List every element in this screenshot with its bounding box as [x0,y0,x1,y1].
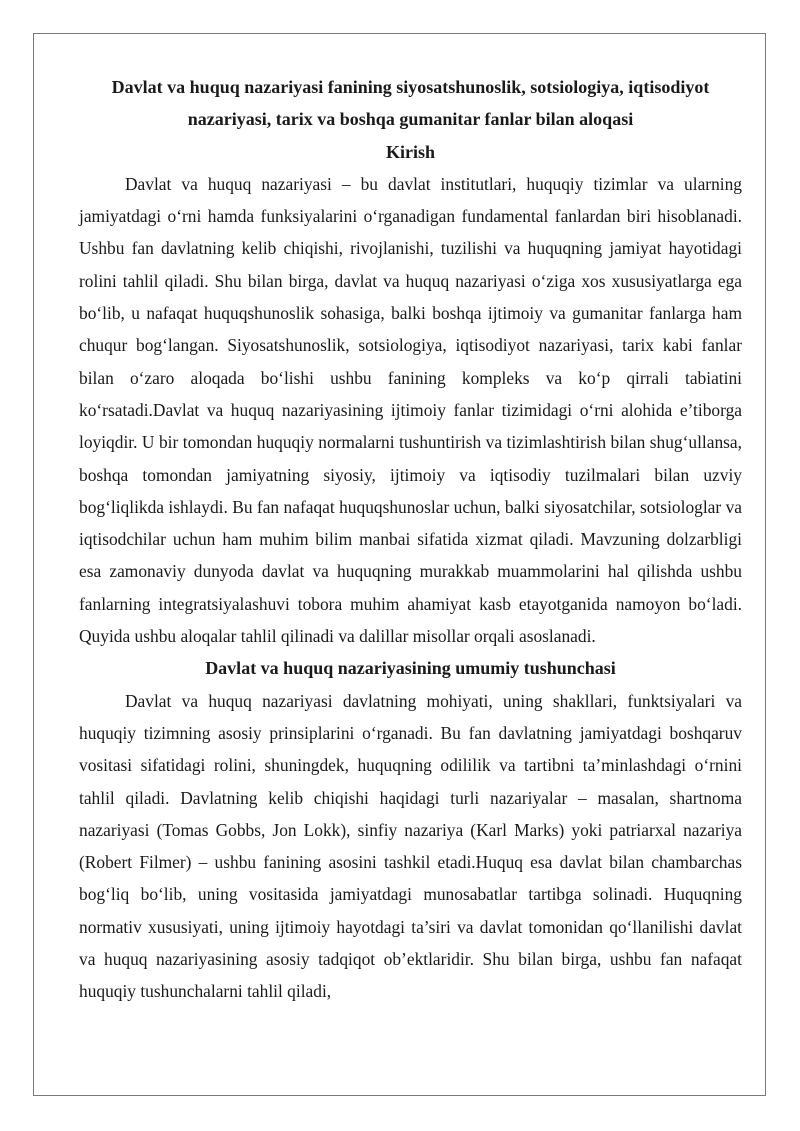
section-paragraph-intro: Davlat va huquq nazariyasi – bu davlat institutlari, huquqiy tizimlar va ularning jamiyatdagi o‘rni hamda funksiyalarini o‘rganadigan fundamental fanlardan biri hisoblanadi. Ushbu fan davlatning kelib chiqishi, rivojlanishi, tuzilishi va huquqning jamiyat hayotidagi rolini tahlil qiladi. Shu bilan birga, davlat va huquq nazariyasi o‘ziga xos xususiyatlarga ega bo‘lib, u nafaqat huquqshunoslik sohasiga, balki boshqa ijtimoiy va gumanitar fanlarga ham chuqur bog‘langan. Siyosatshunoslik, sotsiologiya, iqtisodiyot nazariyasi, tarix kabi fanlar bilan o‘zaro aloqada bo‘lishi ushbu fanining kompleks va ko‘p qirrali tabiatini ko‘rsatadi.Davlat va huquq nazariyasining ijtimoiy fanlar tizimidagi o‘rni alohida e’tiborga loyiqdir. U bir tomondan huquqiy normalarni tushuntirish va tizimlashtirish bilan shug‘ullansa, boshqa tomondan jamiyatning siyosiy, ijtimoiy va iqtisodiy tuzilmalari bilan uzviy bog‘liqlikda ishlaydi. Bu fan nafaqat huquqshunoslar uchun, balki siyosatchilar, sotsiologlar va iqtisodchilar uchun ham muhim bilim manbai sifatida xizmat qiladi. Mavzuning dolzarbligi esa zamonaviy dunyoda davlat va huquqning murakkab muammolarini hal qilishda ushbu fanlarning integratsiyalashuvi tobora muhim ahamiyat kasb etayotganida namoyon bo‘ladi. Quyida ushbu aloqalar tahlil qilinadi va dalillar misollar orqali asoslanadi. [79,173,742,647]
section-heading-intro: Kirish [385,141,435,162]
section-paragraph-general-concept: Davlat va huquq nazariyasi davlatning mohiyati, uning shakllari, funktsiyalari va huquqiy tizimning asosiy prinsiplarini o‘rganadi. Bu fan davlatning jamiyatdagi boshqaruv vositasi sifatidagi rolini, shuningdek, huquqning odililik va tartibni ta’minlashdagi o‘rnini tahlil qiladi. Davlatning kelib chiqishi haqidagi turli nazariyalar – masalan, shartnoma nazariyasi (Tomas Gobbs, Jon Lokk), sinfiy nazariya (Karl Marks) yoki patriarxal nazariya (Robert Filmer) – ushbu fanining asosini tashkil etadi.Huquq esa davlat bilan chambarchas bog‘liq bo‘lib, uning vositasida jamiyatdagi munosabatlar tartibga solinadi. Huquqning normativ xususiyati, uning ijtimoiy hayotdagi ta’siri va davlat tomonidan qo‘llanilishi davlat va huquq nazariyasining asosiy tadqiqot ob’ektlaridir. Shu bilan birga, ushbu fan nafaqat huquqiy tushunchalarni tahlil qiladi, [79,690,742,1002]
section-heading-general-concept: Davlat va huquq nazariyasining umumiy tushunchasi [205,658,616,679]
document-title: Davlat va huquq nazariyasi fanining siyosatshunoslik, sotsiologiya, iqtisodiyot nazariyasi, tarix va boshqa gumanitar fanlar bilan aloqasi [111,77,710,130]
document-body [79,71,742,1008]
